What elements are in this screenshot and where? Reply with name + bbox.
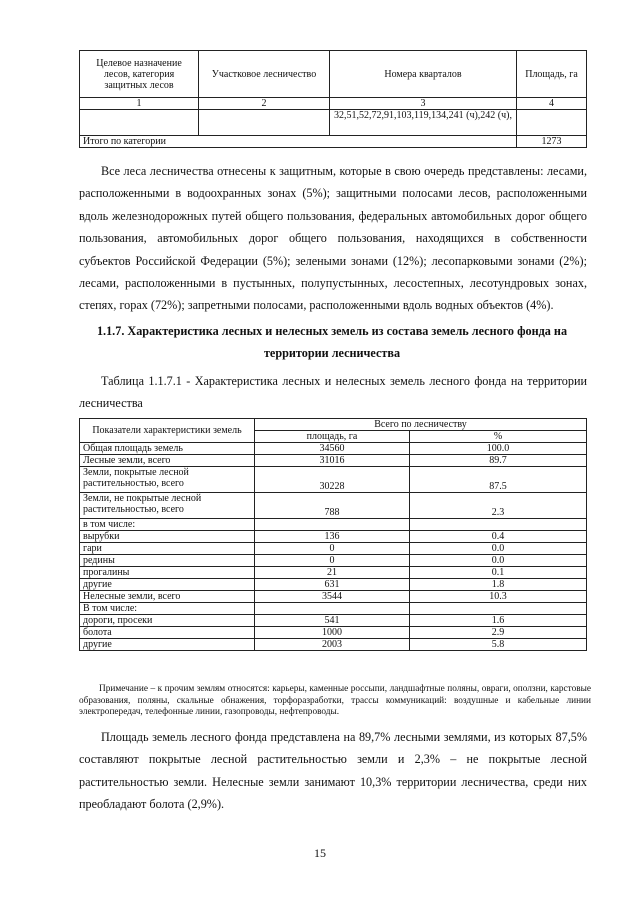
row-label: другие (80, 639, 255, 651)
table-note: Примечание – к прочим землям относятся: карьеры, каменные россыпи, ландшафтные поляны, овраги, оползни, карстовые образования, поляны, скальные обнажения, торфоразработки, трассы коммуникаций: воздушные и кабельные линии электропередач, телефонные линии, газопроводы, нефтепроводы. (79, 684, 591, 717)
row-area: 34560 (255, 443, 410, 455)
row-area: 30228 (255, 467, 410, 493)
row-label: Земли, покрытые лесной растительностью, всего (80, 467, 255, 493)
column-number: 4 (517, 98, 587, 110)
quarter-numbers-cell: 32,51,52,72,91,103,119,134,241 (ч),242 (ч), (330, 110, 517, 136)
row-percent: 0.4 (410, 531, 587, 543)
row-label: вырубки (80, 531, 255, 543)
total-row (80, 136, 587, 148)
paragraph-land-summary: Площадь земель лесного фонда представлена на 89,7% лесными землями, из которых 87,5% составляют покрытые лесной растительностью земли и 2,3% – не покрытые лесной растительностью земли. Нелесные земли занимают 10,3% территории лесничества, среди них преобладают болота (2,9%). (79, 730, 587, 812)
column-number: 2 (199, 98, 330, 110)
row-label: Нелесные земли, всего (80, 591, 255, 603)
table-row (80, 615, 587, 627)
table-row (80, 567, 587, 579)
table-cell (199, 110, 330, 136)
row-area: 541 (255, 615, 410, 627)
table-row (80, 591, 587, 603)
row-percent: 1.8 (410, 579, 587, 591)
row-area: 31016 (255, 455, 410, 467)
total-value: 1273 (517, 136, 587, 148)
table-cell (80, 110, 199, 136)
row-percent: 2.3 (410, 493, 587, 519)
column-number: 1 (80, 98, 199, 110)
row-area (255, 519, 410, 531)
row-percent: 2.9 (410, 627, 587, 639)
header-total: Всего по лесничеству (255, 419, 587, 431)
header-percent: % (410, 431, 587, 443)
forest-category-table (79, 50, 587, 148)
row-area: 3544 (255, 591, 410, 603)
row-label: редины (80, 555, 255, 567)
row-percent: 1.6 (410, 615, 587, 627)
table-header-row (80, 419, 587, 431)
header-indicator: Показатели характеристики земель (80, 419, 255, 443)
table-row (80, 493, 587, 519)
row-area: 0 (255, 543, 410, 555)
row-percent (410, 603, 587, 615)
row-label: Общая площадь земель (80, 443, 255, 455)
row-label: в том числе: (80, 519, 255, 531)
row-percent: 10.3 (410, 591, 587, 603)
header-cell: Номера кварталов (330, 51, 517, 98)
row-label: В том числе: (80, 603, 255, 615)
row-area: 21 (255, 567, 410, 579)
table-row (80, 531, 587, 543)
row-percent: 0.0 (410, 555, 587, 567)
row-label: гари (80, 543, 255, 555)
table-header-row (80, 51, 587, 98)
row-label: Земли, не покрытые лесной растительностью, всего (80, 493, 255, 519)
row-percent: 0.1 (410, 567, 587, 579)
header-cell: Участковое лесничество (199, 51, 330, 98)
row-area: 788 (255, 493, 410, 519)
table-row (80, 579, 587, 591)
row-area (255, 603, 410, 615)
table-row (80, 443, 587, 455)
column-number: 3 (330, 98, 517, 110)
section-heading: 1.1.7. Характеристика лесных и нелесных земель из состава земель лесного фонда на территории лесничества (96, 324, 568, 361)
row-label: прогалины (80, 567, 255, 579)
row-area: 0 (255, 555, 410, 567)
column-number-row (80, 98, 587, 110)
row-percent: 87.5 (410, 467, 587, 493)
row-area: 1000 (255, 627, 410, 639)
land-characteristics-table (79, 418, 587, 651)
table-row (80, 603, 587, 615)
row-label: другие (80, 579, 255, 591)
row-area: 631 (255, 579, 410, 591)
total-label: Итого по категории (80, 136, 517, 148)
page-number: 15 (314, 846, 326, 860)
header-cell: Площадь, га (517, 51, 587, 98)
row-percent: 0.0 (410, 543, 587, 555)
row-area: 2003 (255, 639, 410, 651)
table-row (80, 455, 587, 467)
table-row (80, 627, 587, 639)
header-cell: Целевое назначение лесов, категория защитных лесов (80, 51, 199, 98)
row-label: дороги, просеки (80, 615, 255, 627)
table-caption: Таблица 1.1.7.1 - Характеристика лесных и нелесных земель лесного фонда на территории лесничества (79, 374, 587, 410)
row-percent: 89.7 (410, 455, 587, 467)
table-row (80, 110, 587, 136)
row-percent (410, 519, 587, 531)
table-row (80, 467, 587, 493)
table-cell (517, 110, 587, 136)
paragraph-protective-forests: Все леса лесничества отнесены к защитным, которые в свою очередь представлены: лесами, расположенными в водоохранных зонах (5%); защитными полосами лесов, расположенными вдоль железнодорожных путей общего пользования, федеральных автомобильных дорог общего пользования, автомобильных дорог общего пользования, находящихся в собственности субъектов Российской Федерации (5%); зелеными зонами (12%); лесопарковыми зонами (2%); лесами, расположенными в пустынных, полупустынных, лесостепных, лесотундровых зонах, степях, горах (72%); запретными полосами, расположенными вдоль водных объектов (4%). (79, 164, 587, 313)
table-row (80, 555, 587, 567)
table-row (80, 519, 587, 531)
row-label: Лесные земли, всего (80, 455, 255, 467)
row-percent: 5.8 (410, 639, 587, 651)
header-area: площадь, га (255, 431, 410, 443)
row-area: 136 (255, 531, 410, 543)
table-row (80, 543, 587, 555)
row-label: болота (80, 627, 255, 639)
table-row (80, 639, 587, 651)
row-percent: 100.0 (410, 443, 587, 455)
